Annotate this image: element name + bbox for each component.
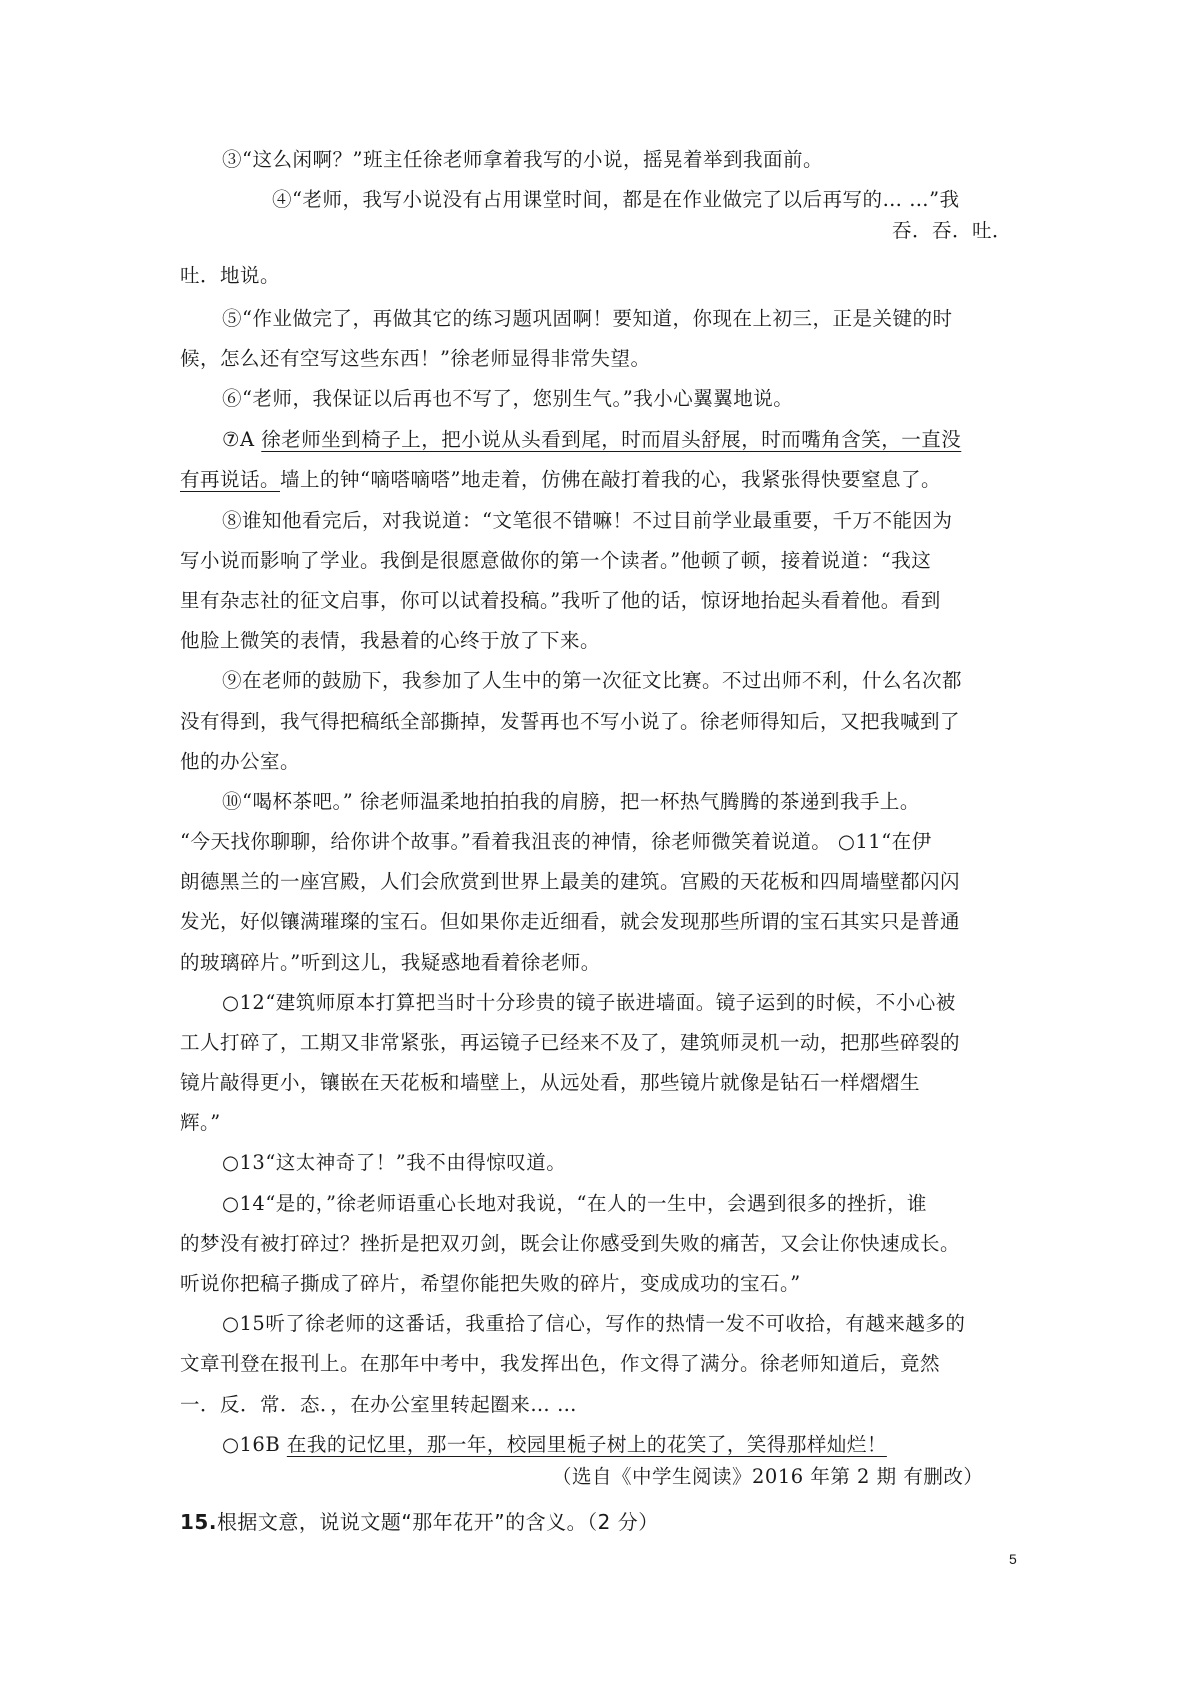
paragraph-9-line-2: 没有得到，我气得把稿纸全部撕掉，发誓再也不写小说了。徐老师得知后，又把我喊到了 xyxy=(180,710,961,733)
paragraph-4-line-3: 吐．地说。 xyxy=(180,264,281,287)
paragraph-10-line-4: 发光，好似镶满璀璨的宝石。但如果你走近细看，就会发现那些所谓的宝石其实只是普通 xyxy=(180,910,961,933)
paragraph-10-line-1: ⑩“喝杯茶吧。” 徐老师温柔地拍拍我的肩膀，把一杯热气腾腾的茶递到我手上。 xyxy=(222,790,920,813)
paragraph-4-line-1: ④“老师，我写小说没有占用课堂时间，都是在作业做完了以后再写的… …”我 xyxy=(272,188,960,211)
paragraph-12-line-4: 辉。” xyxy=(180,1111,221,1134)
question-text: 根据文意，说说文题“那年花开”的含义。（2 分） xyxy=(216,1510,659,1534)
paragraph-8-line-2: 写小说而影响了学业。我倒是很愿意做你的第一个读者。”他顿了顿，接着说道：“我这 xyxy=(180,549,932,572)
paragraph-8-line-3: 里有杂志社的征文启事，你可以试着投稿。”我听了他的话，惊讶地抬起头看着他。看到 xyxy=(180,589,941,612)
page-number: 5 xyxy=(1009,1551,1017,1567)
source-citation: （选自《中学生阅读》2016 年第 2 期 有删改） xyxy=(552,1465,984,1488)
paragraph-13: ○13“这太神奇了！”我不由得惊叹道。 xyxy=(222,1151,567,1174)
paragraph-15-line-2: 文章刊登在报刊上。在那年中考中，我发挥出色，作文得了满分。徐老师知道后，竟然 xyxy=(180,1352,941,1375)
paragraph-10-line-3: 朗德黑兰的一座宫殿，人们会欣赏到世界上最美的建筑。宫殿的天花板和四周墙壁都闪闪 xyxy=(180,870,961,893)
paragraph-14-line-1: ○14“是的，”徐老师语重心长地对我说，“在人的一生中，会遇到很多的挫折，谁 xyxy=(222,1192,927,1215)
paragraph-4-line-2: 吞．吞．吐． xyxy=(892,219,1013,242)
paragraph-15-line-1: ○15听了徐老师的这番话，我重拾了信心，写作的热情一发不可收拾，有越来越多的 xyxy=(222,1312,966,1335)
paragraph-7-line-2 xyxy=(180,468,941,492)
paragraph-10-line-5: 的玻璃碎片。”听到这儿，我疑惑地看着徐老师。 xyxy=(180,951,601,974)
paragraph-5-line-2: 候，怎么还有空写这些东西！”徐老师显得非常失望。 xyxy=(180,347,651,370)
paragraph-12-line-1: ○12“建筑师原本打算把当时十分珍贵的镜子嵌进墙面。镜子运到的时候，不小心被 xyxy=(222,991,956,1014)
paragraph-14-line-2: 的梦没有被打碎过？挫折是把双刃剑，既会让你感受到失败的痛苦，又会让你快速成长。 xyxy=(180,1232,961,1255)
underlined-sentence-b: 在我的记忆里，那一年，校园里栀子树上的花笑了，笑得那样灿烂！ xyxy=(286,1433,887,1456)
paragraph-8-line-4: 他脸上微笑的表情，我悬着的心终于放了下来。 xyxy=(180,629,601,652)
paragraph-3: ③“这么闲啊？”班主任徐老师拿着我写的小说，摇晃着举到我面前。 xyxy=(222,148,823,171)
paragraph-16-label: ○16B xyxy=(222,1433,287,1456)
paragraph-7-line-1 xyxy=(222,428,961,452)
paragraph-12-line-3: 镜片敲得更小，镶嵌在天花板和墙壁上，从远处看，那些镜片就像是钻石一样熠熠生 xyxy=(180,1071,921,1094)
paragraph-8-line-1: ⑧谁知他看完后，对我说道：“文笔很不错嘛！不过目前学业最重要，千万不能因为 xyxy=(222,509,953,532)
paragraph-6: ⑥“老师，我保证以后再也不写了，您别生气。”我小心翼翼地说。 xyxy=(222,387,794,410)
question-number: 15. xyxy=(180,1510,217,1534)
paragraph-16 xyxy=(222,1433,887,1457)
underlined-sentence-a-end: 有再说话。 xyxy=(180,468,281,491)
paragraph-12-line-2: 工人打碎了，工期又非常紧张，再运镜子已经来不及了，建筑师灵机一动，把那些碎裂的 xyxy=(180,1031,961,1054)
paragraph-10-line-2: “今天找你聊聊，给你讲个故事。”看着我沮丧的神情，徐老师微笑着说道。 ○11“在伊 xyxy=(180,830,932,853)
paragraph-9-line-1: ⑨在老师的鼓励下，我参加了人生中的第一次征文比赛。不过出师不利，什么名次都 xyxy=(222,669,963,692)
paragraph-7-rest: 墙上的钟“嘀嗒嘀嗒”地走着，仿佛在敲打着我的心，我紧张得快要窒息了。 xyxy=(280,468,941,491)
question-15 xyxy=(180,1510,659,1534)
underlined-sentence-a: 徐老师坐到椅子上，把小说从头看到尾，时而眉头舒展，时而嘴角含笑，一直没 xyxy=(261,428,962,451)
paragraph-7-label: ⑦A xyxy=(222,428,262,451)
paragraph-15-line-3: 一．反．常．态．，在办公室里转起圈来… … xyxy=(180,1393,577,1416)
paragraph-5-line-1: ⑤“作业做完了，再做其它的练习题巩固啊！要知道，你现在上初三，正是关键的时 xyxy=(222,307,953,330)
paragraph-14-line-3: 听说你把稿子撕成了碎片，希望你能把失败的碎片，变成成功的宝石。” xyxy=(180,1272,801,1295)
paragraph-9-line-3: 他的办公室。 xyxy=(180,750,301,773)
